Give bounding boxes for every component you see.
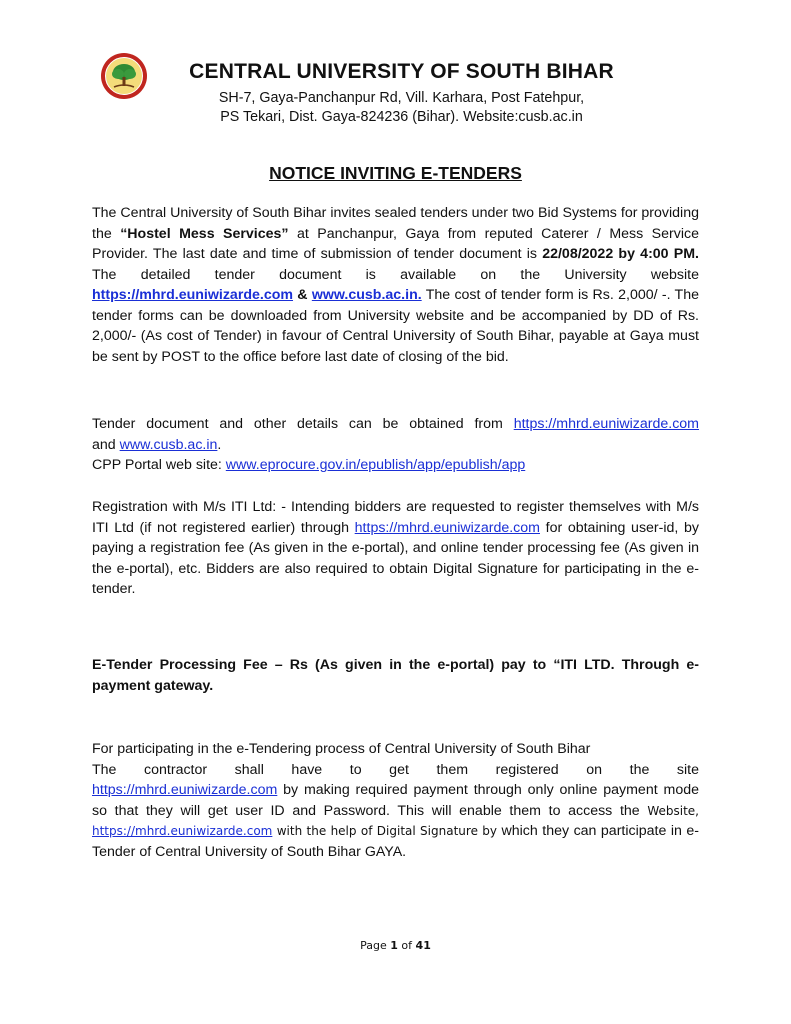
euniwizarde-link-5[interactable]: https://mhrd.euniwizarde.com xyxy=(92,824,273,838)
university-name: CENTRAL UNIVERSITY OF SOUTH BIHAR xyxy=(189,60,614,83)
euniwizarde-link[interactable]: https://mhrd.euniwizarde.com xyxy=(92,287,294,303)
paragraph-participation xyxy=(92,739,699,862)
address-line-1: SH-7, Gaya-Panchanpur Rd, Vill. Karhara, Post Fatehpur, xyxy=(218,90,585,106)
registration-text-2: for obtaining user-id, by paying a registration fee (As given in the e-portal), and online tender processing fee (As given in the e-portal), etc. Bidders are also required to obtain Digital Signature for participating in the e-tender. xyxy=(92,519,699,597)
euniwizarde-link-2[interactable]: https://mhrd.euniwizarde.com xyxy=(513,416,699,432)
details-text-3: . xyxy=(217,436,222,453)
page-of-label: of xyxy=(397,939,416,952)
paragraph-tender-details xyxy=(92,414,699,476)
participation-text-1: by making required payment through only online payment mode so that they will get user ID and Password. This will enable them to access the xyxy=(92,782,699,819)
euniwizarde-link-3[interactable]: https://mhrd.euniwizarde.com xyxy=(354,519,540,536)
ampersand: & xyxy=(293,287,312,303)
intro-text-4: The cost of tender form is Rs. 2,000/ -. The tender forms can be downloaded from University website and be accompanied by DD of Rs. 2,000/- (As cost of Tender) in favour of Central University of South Bihar, payable at Gaya must be sent by POST to the office before last date of closing of the bid. xyxy=(92,287,699,365)
paragraph-tender-intro xyxy=(92,203,699,367)
participation-text-2: with the help of Digital Signature by xyxy=(272,824,498,838)
address-line-2: PS Tekari, Dist. Gaya-824236 (Bihar). Website:cusb.ac.in xyxy=(220,109,583,125)
deadline-bold: 22/08/2022 by 4:00 PM. xyxy=(542,246,699,262)
registration-text-1: Registration with M/s ITI Ltd: - Intending bidders are requested to register themselves with M/s ITI Ltd (if not registered earlier) through xyxy=(92,499,699,536)
page-footer xyxy=(0,939,791,952)
notice-title: NOTICE INVITING E-TENDERS xyxy=(269,163,522,183)
participation-text-3: which they can participate in e-Tender of Central University of South Bihar GAYA. xyxy=(92,823,699,860)
cusb-link[interactable]: www.cusb.ac.in. xyxy=(311,287,422,303)
hostel-mess-services-bold: “Hostel Mess Services” xyxy=(120,225,289,242)
paragraph-registration xyxy=(92,497,699,600)
euniwizarde-link-4[interactable]: https://mhrd.euniwizarde.com xyxy=(92,782,278,798)
page-label: Page xyxy=(360,939,391,952)
page-total: 41 xyxy=(415,939,431,952)
details-text-2: and xyxy=(92,436,120,453)
cpp-portal-label: CPP Portal web site: xyxy=(92,457,226,473)
paragraph-processing-fee: E-Tender Processing Fee – Rs (As given in the e-portal) pay to “ITI LTD. Through e-payment gateway. xyxy=(92,657,699,694)
intro-text-2: at Panchanpur, Gaya from reputed Caterer / Mess Service Provider. The last date and time of submission of tender document is xyxy=(92,225,699,262)
cpp-portal-link[interactable]: www.eprocure.gov.in/epublish/app/epublish/app xyxy=(225,457,526,473)
participation-line-2: The contractor shall have to get them registered on the site xyxy=(92,761,699,778)
cusb-link-2[interactable]: www.cusb.ac.in xyxy=(119,436,218,453)
details-text-1: Tender document and other details can be obtained from xyxy=(92,416,514,432)
intro-text-1: The Central University of South Bihar invites sealed tenders under two Bid Systems for providing the xyxy=(92,205,699,242)
page-number: 1 xyxy=(390,939,398,952)
participation-line-1: For participating in the e-Tendering process of Central University of South Bihar xyxy=(92,741,591,757)
intro-text-3: The detailed tender document is available on the University website xyxy=(92,266,699,283)
website-word: Website, xyxy=(647,803,699,818)
